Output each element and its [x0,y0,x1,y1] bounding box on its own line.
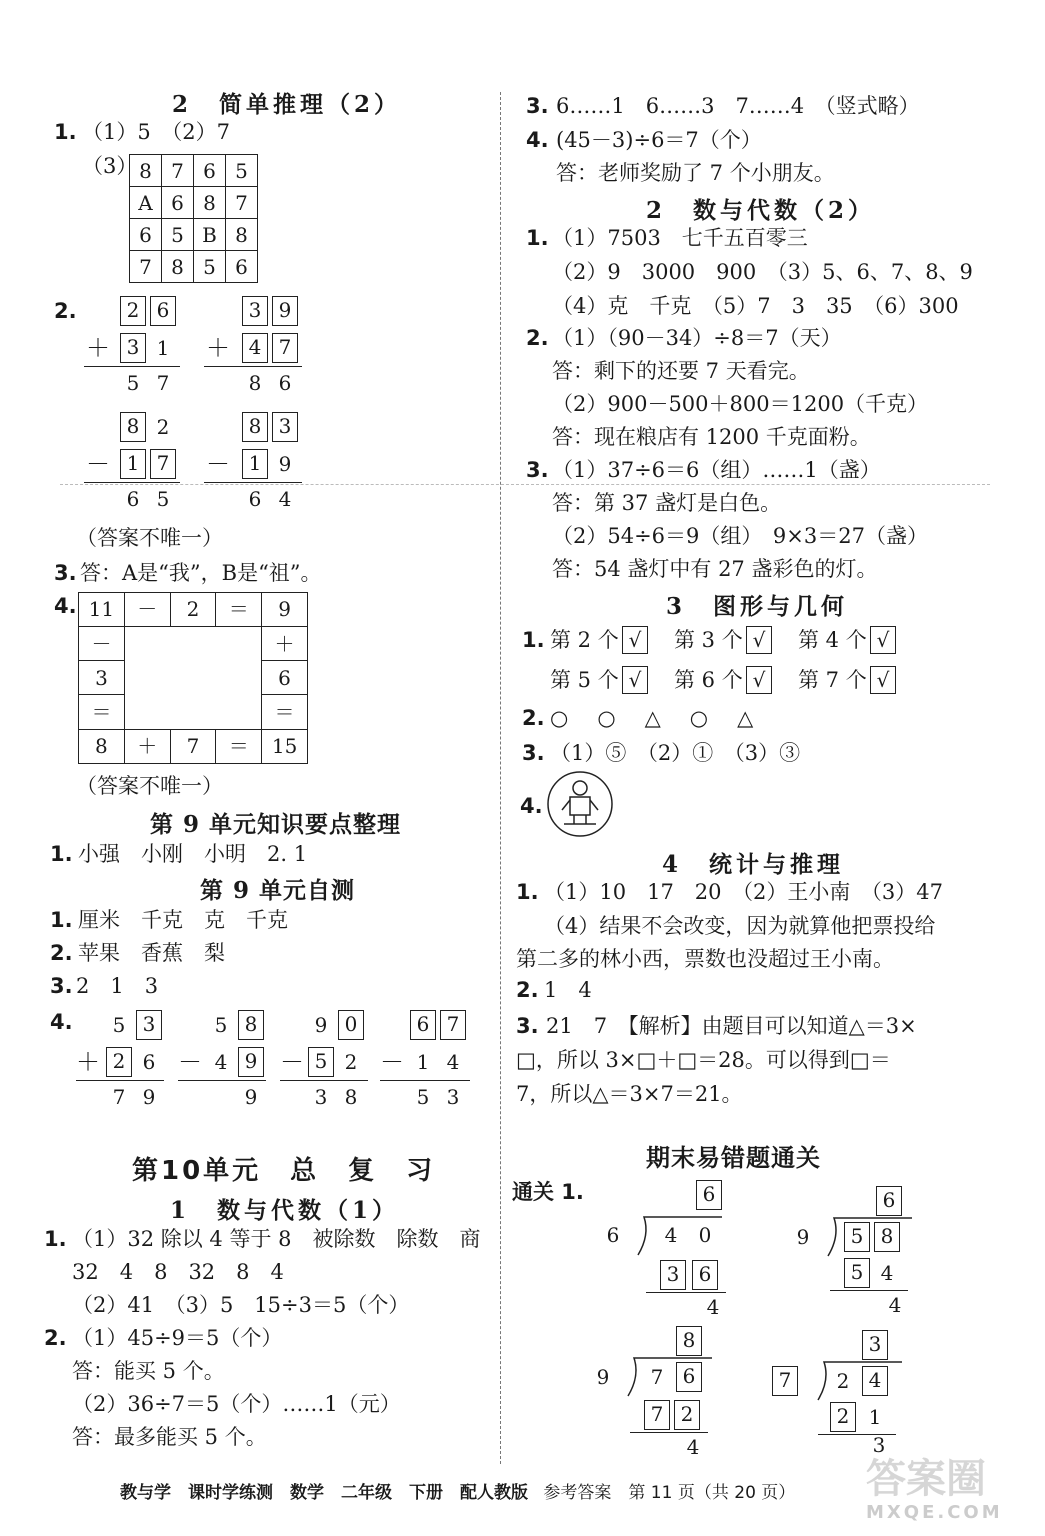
grid-cell: 8 [194,187,226,219]
answer-line: 答：第 37 盏灯是白色。 [552,491,782,515]
answer-line: 苹果 香蕉 梨 [78,941,225,965]
grid-cell: 6 [226,251,258,283]
answer-line: （2）36÷7＝5（个）……1（元） [72,1392,401,1416]
answer-line: 第 5 个 [550,668,619,692]
check-box: √ [870,666,896,694]
ring-cell: ＋ [125,730,171,763]
answer-line: 答：A是“我”，B是“祖”。 [80,561,322,585]
answer-line: 第 6 个 [674,668,743,692]
answer-line: （1）37÷6＝6（组）……1（盏） [552,458,881,482]
answer-line: （2）54÷6＝9（组） 9×3＝27（盏） [552,524,928,548]
answer-line: 答：能买 5 个。 [72,1359,225,1383]
q-number: 2. [522,706,545,730]
grid-row [130,155,258,187]
answer-line: （1）32 除以 4 等于 8 被除数 除数 商 [72,1227,481,1251]
answer-line: 小强 小刚 小明 2. 1 [78,842,308,866]
note: （答案不唯一） [76,526,223,550]
q-number: 2. [526,326,549,350]
grid-cell: 8 [226,219,258,251]
ring-cell: ＝ [91,700,112,724]
ring-cell: 15 [271,734,298,758]
q-number: 3. [50,974,73,998]
grid-cell: B [194,219,226,251]
answer-line: 答：老师奖励了 7 个小朋友。 [556,161,835,185]
footer-page: 参考答案 第 11 页（共 20 页） [543,1483,796,1503]
answer-line: 答：54 盏灯中有 27 盏彩色的灯。 [552,557,878,581]
shapes-answer: ○ ○ △ ○ △ [550,706,758,730]
answer-line: 2 1 3 [76,974,159,998]
q-number: 4. [54,594,77,618]
grid-cell: 6 [130,219,162,251]
grid-row [130,187,258,219]
answer-line: （1）⑤ （2）① （3）③ [550,741,801,765]
section-title-number-algebra-2: 2 数与代数（2） [646,197,876,224]
ring-cell: ＝ [216,730,262,763]
check-box: √ [746,626,772,654]
answer-line: (45－3)÷6＝7（个） [556,128,762,152]
answer-line: （1）7503 七千五百零三 [552,226,808,250]
answer-line: 1 4 [544,978,592,1002]
answer-line: （3） [82,154,138,178]
grid-cell: 6 [162,187,194,219]
ring-cell: 8 [79,730,125,763]
answer-line: 21 7 【解析】由题目可以知道△＝3× [546,1014,917,1038]
q-number: 3. [54,561,77,585]
ring-cell: － [125,593,171,626]
q-label: 通关 1. [512,1180,584,1204]
grid-row [130,251,258,283]
q-number: 1. [50,842,73,866]
answer-line: □，所以 3×□＋□＝28。可以得到□＝ [516,1048,891,1072]
ring-cell: 11 [79,593,125,626]
grid-cell: 5 [194,251,226,283]
footer-brand: 教与学 课时学练测 数学 二年级 下册 配人教版 [120,1483,528,1503]
watermark-url: MXQE.COM [866,1502,1003,1523]
q-number: 4. [526,128,549,152]
check-box: √ [622,626,648,654]
grid-cell: 7 [130,251,162,283]
grid-cell: 7 [226,187,258,219]
footer [120,1478,795,1503]
sudoku-grid [129,154,258,283]
section-title-number-algebra-1: 1 数与代数（1） [170,1197,400,1224]
answer-line: 6……1 6……3 7……4 （竖式略） [556,94,920,118]
q-number: 1. [50,908,73,932]
grid-cell: 8 [130,155,162,187]
unit-title: 第10单元 总 复 习 [132,1156,436,1186]
ring-cell: － [79,627,124,661]
watermark-logo [866,1456,1036,1530]
q-number: 4. [520,794,543,818]
figure-person-icon [546,770,614,838]
q-number: 3. [516,1014,539,1038]
column-divider [500,92,501,1464]
answer-line: （1）10 17 20 （2）王小南 （3）47 [544,880,943,904]
q-number: 3. [522,741,545,765]
grid-row [130,219,258,251]
q-number: 2. [50,941,73,965]
q-number: 1. [526,226,549,250]
answer-line: 第 4 个 [798,628,867,652]
check-box: √ [622,666,648,694]
grid-cell: A [130,187,162,219]
grid-cell: 8 [162,251,194,283]
note: （答案不唯一） [76,774,223,798]
grid-cell: 5 [226,155,258,187]
grid-cell: 7 [162,155,194,187]
answer-line: （1）（90－34）÷8＝7（天） [552,326,842,350]
q-number: 1. [54,120,77,144]
q-number: 3. [526,458,549,482]
q-number: 3. [526,94,549,118]
answer-line: 第 7 个 [798,668,867,692]
ring-cell: 3 [79,661,124,695]
q-number: 4. [50,1010,73,1034]
section-title-unit9-test: 第 9 单元自测 [200,877,356,904]
check-box: √ [870,626,896,654]
answer-line: （4）克 千克 （5）7 3 35 （6）300 [552,294,959,318]
section-title-geometry: 3 图形与几何 [666,593,849,620]
number-ring [78,592,308,764]
answer-line: （2）9 3000 900 （3）5、6、7、8、9 [552,260,973,284]
answer-line: 第 2 个 [550,628,619,652]
answer-line: （2）41 （3）5 15÷3＝5（个） [72,1293,410,1317]
answer-line: 第 3 个 [674,628,743,652]
section-title-statistics: 4 统计与推理 [662,851,845,878]
q-number: 2. [54,299,77,323]
ring-cell: 9 [278,597,291,621]
q-number: 1. [44,1227,67,1251]
q-number: 2. [44,1326,67,1350]
ring-cell: 6 [262,661,307,695]
ring-cell: ＝ [274,700,295,724]
ring-cell: 7 [171,730,217,763]
answer-line: 答：现在粮店有 1200 千克面粉。 [552,425,871,449]
answer-line: （1）5 （2）7 [82,120,230,144]
section-title-unit9-summary: 第 9 单元知识要点整理 [150,811,402,838]
answer-line: 答：剩下的还要 7 天看完。 [552,359,810,383]
section-title-final-errors: 期末易错题通关 [646,1144,821,1172]
grid-cell: 6 [194,155,226,187]
answer-line: （4）结果不会改变，因为就算他把票投给 [544,914,936,938]
answer-line: 答：最多能买 5 个。 [72,1425,267,1449]
ring-cell: 2 [171,593,217,626]
q-number: 1. [522,628,545,652]
answer-line: 第二多的林小西，票数也没超过王小南。 [516,947,894,971]
q-number: 2. [516,978,539,1002]
answer-line: 厘米 千克 克 千克 [78,908,288,932]
answer-line: 32 4 8 32 8 4 [72,1260,284,1284]
ring-cell: ＝ [216,593,262,626]
watermark-text: 答案圈 [866,1456,986,1502]
answer-line: 7，所以△＝3×7＝21。 [516,1082,743,1106]
answer-line: （2）900－500＋800＝1200（千克） [552,392,929,416]
answer-line: （1）45÷9＝5（个） [72,1326,283,1350]
q-number: 1. [516,880,539,904]
section-title-reasoning: 2 简单推理（2） [172,91,402,118]
check-box: √ [746,666,772,694]
ring-cell: ＋ [262,627,307,661]
grid-cell: 5 [162,219,194,251]
